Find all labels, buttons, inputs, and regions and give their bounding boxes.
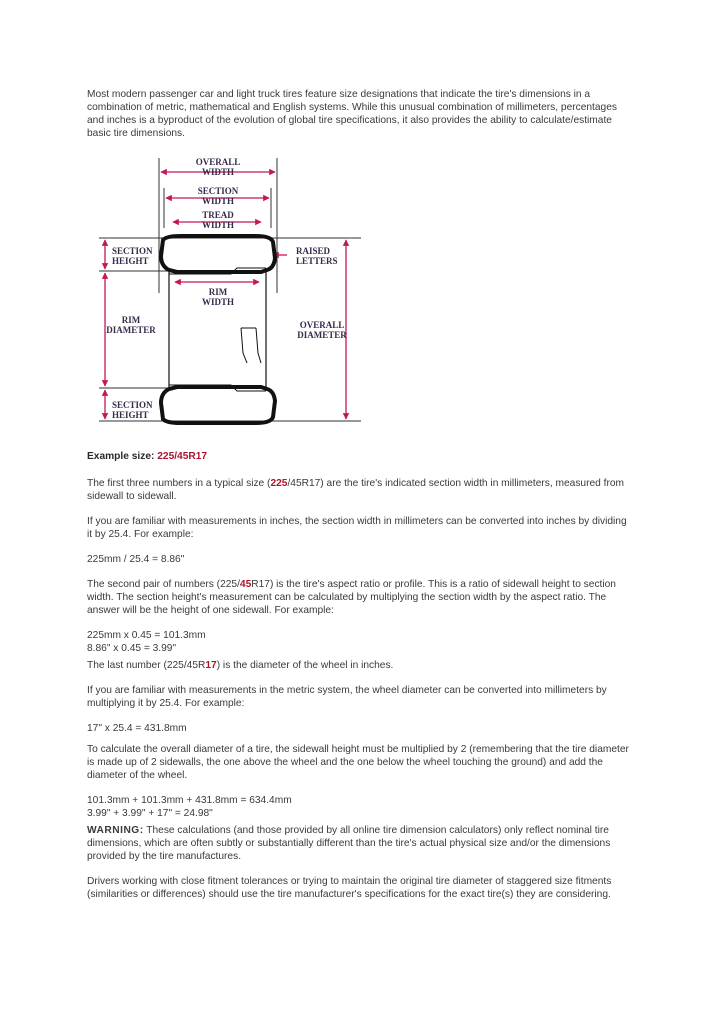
tire-dimension-diagram [91,158,391,438]
p1-text-after: /45R17) are the tire's indicated section width in millimeters, measured from sidewall to sidewall. [87,478,625,502]
p4-text-after: ) is the diameter of the wheel in inches. [216,660,394,671]
calc-wheel-mm: 17" x 25.4 = 431.8mm [87,723,187,734]
overall-diameter-label-1: OVERALL [299,320,345,330]
section-width-label-1: SECTION [197,186,239,196]
warning-label: WARNING: [87,825,144,836]
overall-diameter-label-2: DIAMETER [297,330,347,340]
tread-width-label-1: TREAD [202,210,234,220]
aspect-ratio-paragraph [87,578,632,617]
calc-overall-in: 3.99" + 3.99" + 17" = 24.98" [87,808,213,819]
warning-text: These calculations (and those provided by all online tire dimension calculators) only reflect nominal tire dimensions, which are often subtly or substantially different than the tire's actual physical size and/or the dimensions provided by the tire manufactures. [87,825,611,862]
raised-letters-label-2: LETTERS [296,256,338,266]
p1-text-before: The first three numbers in a typical size ( [87,478,271,489]
tread-width-label-2: WIDTH [201,220,235,230]
example-size-heading [87,450,632,463]
calc-overall-mm: 101.3mm + 101.3mm + 431.8mm = 634.4mm [87,795,292,806]
overall-diameter-paragraph: To calculate the overall diameter of a tire, the sidewall height must be multiplied by 2 (remembering that the tire diameter is made up of 2 sidewalls, the one above the wheel and the one below the wheel touching the ground) and add the diameter of the wheel. [87,744,629,781]
section-height-top-label-2: HEIGHT [112,256,149,266]
p1-highlight: 225 [270,478,288,489]
intro-paragraph: Most modern passenger car and light truck tires feature size designations that indicate the tire's dimensions in a combination of metric, mathematical and English systems. While this unusual combination of millimeters, percentages and inches is a byproduct of the evolution of global tire specifications, it also provides the ability to calculate/estimate basic tire dimensions. [87,89,617,139]
overall-width-label-1: OVERALL [195,158,241,167]
section-height-top-label-1: SECTION [112,246,153,256]
document-page [87,88,632,913]
p3-text-after: R17) is the tire's aspect ratio or profile. This is a ratio of sidewall height to section width. The section height's measurement can be calculated by multiplying the section width by the aspect ratio. The answer will be the height of one sidewall. For example: [87,579,616,616]
tire-cross-section [161,236,275,423]
p4-highlight: 17 [205,660,217,671]
p3-highlight: 45 [239,579,252,590]
p4-text-before: The last number (225/45R [87,660,206,671]
example-size-value: 225/45R17 [157,451,208,462]
section-width-label-2: WIDTH [201,196,235,206]
rim-diameter-label-2: DIAMETER [106,325,156,335]
rim-width-label-1: RIM [208,287,228,297]
calc-sidewall-mm: 225mm x 0.45 = 101.3mm [87,630,206,641]
metric-conversion-paragraph: If you are familiar with measurements in the metric system, the wheel diameter can be converted into millimeters by multiplying it by 25.4. For example: [87,685,607,709]
fitment-paragraph: Drivers working with close fitment tolerances or trying to maintain the original tire diameter of staggered size fitments (similarities or differences) should use the tire manufacturer's specifications for the exact tire(s) they are considering. [87,876,612,900]
section-height-bottom-label-2: HEIGHT [112,410,149,420]
overall-width-label-2: WIDTH [201,167,235,177]
example-size-label: Example size: [87,451,155,462]
warning-paragraph [87,824,632,863]
rim-width-label-2: WIDTH [201,297,235,307]
inches-conversion-paragraph: If you are familiar with measurements in inches, the section width in millimeters can be converted into inches by dividing it by 25.4. For example: [87,516,627,540]
calc-sidewall-in: 8.86" x 0.45 = 3.99" [87,643,177,654]
raised-letters-label-1: RAISED [296,246,331,256]
calc-section-width-inches: 225mm / 25.4 = 8.86" [87,554,185,565]
rim-diameter-label-1: RIM [121,315,141,325]
wheel-diameter-paragraph [87,659,632,672]
tire-diagram-svg [91,158,391,438]
section-width-paragraph [87,477,632,503]
section-height-bottom-label-1: SECTION [112,400,153,410]
p3-text-before: The second pair of numbers (225/ [87,579,240,590]
